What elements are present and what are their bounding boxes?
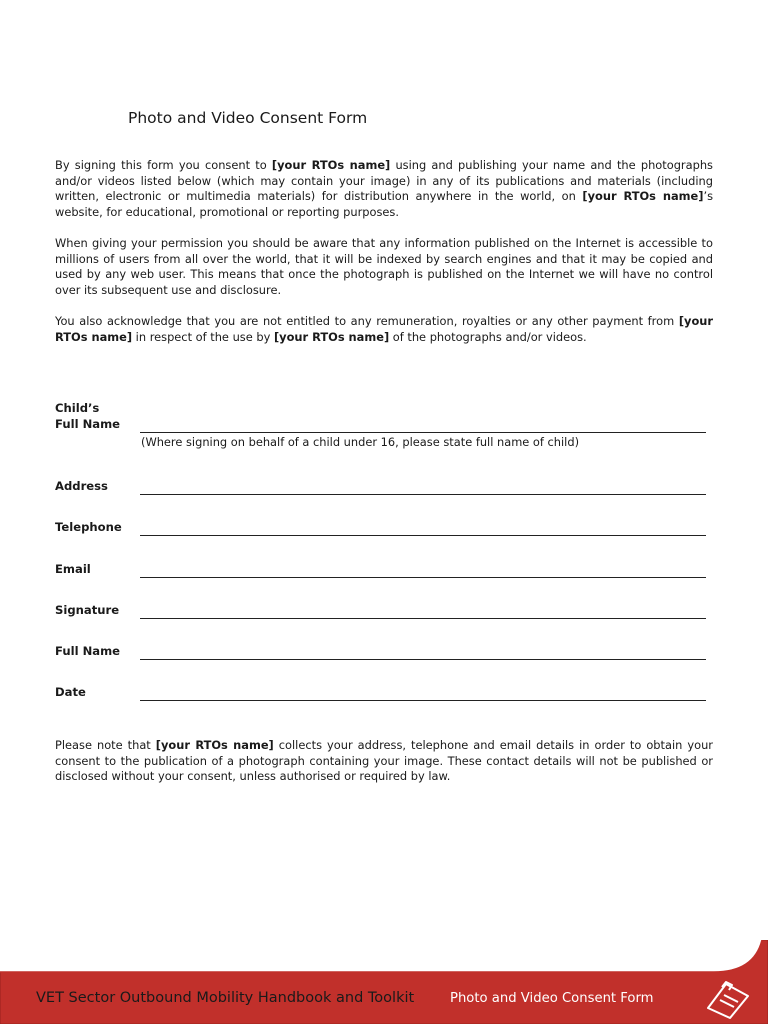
email-label: Email [55, 562, 91, 576]
internet-warning-paragraph: When giving your permission you should be aware that any information published on the Internet is accessible to millions of users from all over the world, that it will be indexed by search engines and that it may be copied and used by any web user. This means that once the photograph is published on the Internet we will have no control over its subsequent use and disclosure. [55, 236, 713, 297]
full-name-field[interactable] [140, 659, 706, 660]
signature-field[interactable] [140, 618, 706, 619]
remuneration-paragraph: You also acknowledge that you are not entitled to any remuneration, royalties or any other payment from [your RTOs name] in respect of the use by [your RTOs name] of the photographs and/or videos. [55, 314, 713, 344]
privacy-note-paragraph: Please note that [your RTOs name] collects your address, telephone and email details in order to obtain your consent to the publication of a photograph containing your image. These contact details will not be published or disclosed without your consent, unless authorised or required by law. [55, 738, 713, 784]
date-field[interactable] [140, 700, 706, 701]
telephone-label: Telephone [55, 520, 122, 534]
full-name-label: Full Name [55, 644, 121, 658]
clipboard-icon [702, 978, 754, 1020]
email-field[interactable] [140, 577, 706, 578]
footer-form-title: Photo and Video Consent Form [450, 991, 654, 1006]
page-title: Photo and Video Consent Form [128, 109, 368, 127]
signature-label: Signature [55, 603, 120, 617]
rto-name-placeholder: [your RTOs name] [273, 329, 390, 344]
child-full-name-label: Child’s Full Name [55, 401, 121, 431]
address-label: Address [55, 479, 108, 493]
date-label: Date [55, 685, 86, 699]
consent-paragraph: By signing this form you consent to [your RTOs name] using and publishing your name and the photographs and/or videos listed below (which may contain your image) in any of its publications and materials (including written, electronic or multimedia materials) for distribution anywhere in the world, on [your RTOs name]’s website, for educational, promotional or reporting purposes. [55, 158, 714, 219]
footer-band [0, 940, 768, 1024]
rto-name-placeholder: [your RTOs name] [55, 314, 713, 344]
child-full-name-field[interactable] [140, 432, 706, 433]
footer-handbook-title: VET Sector Outbound Mobility Handbook and Toolkit [36, 990, 415, 1006]
rto-name-placeholder: [your RTOs name] [582, 189, 704, 204]
telephone-field[interactable] [140, 535, 706, 536]
rto-name-placeholder: [your RTOs name] [155, 738, 274, 752]
address-field[interactable] [140, 494, 706, 495]
child-name-hint: (Where signing on behalf of a child under 16, please state full name of child) [141, 435, 580, 449]
rto-name-placeholder: [your RTOs name] [271, 158, 391, 172]
